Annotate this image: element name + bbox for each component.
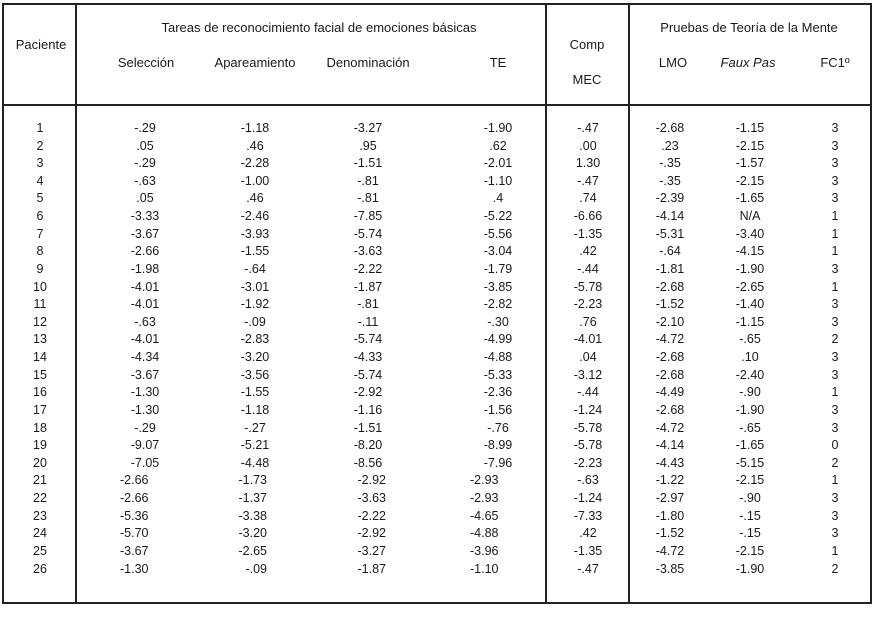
cell-patient: 20 [33, 455, 47, 470]
cell-faux-pas: -1.65 [735, 438, 765, 453]
cell-seleccion: -4.01 [130, 279, 160, 294]
cell-faux-pas: -2.65 [735, 279, 765, 294]
header-comp: Comp [569, 37, 605, 52]
cell-patient: 7 [36, 226, 44, 241]
cell-comp-mec: -.47 [577, 561, 599, 576]
header-lmo: LMO [658, 55, 688, 70]
cell-fc1: 3 [831, 420, 839, 435]
cell-te: -5.56 [483, 226, 513, 241]
cell-te: -1.10 [470, 561, 499, 576]
cell-comp-mec: .04 [579, 350, 597, 365]
table-row [0, 472, 880, 490]
cell-patient: 12 [33, 314, 47, 329]
cell-faux-pas: -1.90 [735, 561, 765, 576]
cell-denominacion: -.81 [357, 191, 379, 206]
cell-lmo: -4.72 [655, 420, 685, 435]
cell-denominacion: -3.63 [353, 244, 383, 259]
cell-lmo: -2.68 [655, 402, 685, 417]
cell-faux-pas: -1.40 [735, 297, 765, 312]
cell-patient: 1 [36, 121, 44, 135]
cell-lmo: -4.49 [655, 385, 685, 400]
cell-comp-mec: .74 [579, 191, 597, 206]
cell-denominacion: -.81 [357, 297, 379, 312]
cell-apareamiento: -3.93 [240, 226, 270, 241]
cell-comp-mec: -1.24 [573, 491, 603, 506]
cell-apareamiento: -1.00 [240, 173, 270, 188]
cell-denominacion: -3.27 [357, 543, 386, 558]
cell-faux-pas: -5.15 [735, 455, 765, 470]
cell-denominacion: -2.92 [357, 526, 386, 541]
table-row [0, 190, 880, 208]
header-fc1: FC1º [820, 55, 850, 70]
cell-seleccion: -5.36 [120, 508, 149, 523]
cell-seleccion: -2.66 [120, 491, 149, 506]
cell-seleccion: -3.67 [130, 226, 160, 241]
cell-comp-mec: -6.66 [573, 209, 603, 224]
cell-seleccion: .05 [136, 191, 154, 206]
cell-faux-pas: -1.90 [735, 261, 765, 276]
cell-te: -2.93 [470, 491, 499, 506]
cell-apareamiento: -3.38 [238, 508, 267, 523]
cell-fc1: 1 [831, 209, 839, 224]
cell-te: -4.65 [470, 508, 499, 523]
table-row [0, 561, 880, 579]
cell-comp-mec: -2.23 [573, 455, 603, 470]
cell-te: -1.10 [483, 173, 513, 188]
cell-faux-pas: -.90 [739, 385, 761, 400]
cell-lmo: -1.52 [655, 526, 685, 541]
cell-comp-mec: -5.78 [573, 438, 603, 453]
cell-faux-pas: -.90 [739, 491, 761, 506]
cell-faux-pas: -3.40 [735, 226, 765, 241]
cell-comp-mec: .76 [579, 314, 597, 329]
cell-lmo: -2.39 [655, 191, 685, 206]
cell-apareamiento: -1.18 [240, 121, 270, 135]
cell-denominacion: -8.56 [353, 455, 383, 470]
cell-fc1: 1 [831, 226, 839, 241]
cell-patient: 23 [33, 508, 47, 523]
cell-apareamiento: -1.37 [238, 491, 267, 506]
cell-comp-mec: -.47 [577, 173, 599, 188]
header-denominacion: Denominación [326, 55, 410, 70]
table-row [0, 402, 880, 420]
table-row [0, 437, 880, 455]
cell-lmo: -2.68 [655, 121, 685, 135]
cell-seleccion: -4.34 [130, 350, 160, 365]
cell-comp-mec: 1.30 [575, 156, 601, 171]
cell-patient: 9 [36, 261, 44, 276]
cell-te: -1.90 [483, 121, 513, 135]
cell-faux-pas: -2.15 [735, 138, 765, 153]
cell-lmo: -2.68 [655, 350, 685, 365]
cell-seleccion: -2.66 [130, 244, 160, 259]
cell-apareamiento: -.09 [244, 314, 266, 329]
cell-denominacion: -2.22 [357, 508, 386, 523]
cell-fc1: 3 [831, 191, 839, 206]
cell-seleccion: -4.01 [130, 297, 160, 312]
cell-fc1: 3 [831, 156, 839, 171]
cell-faux-pas: -1.57 [735, 156, 765, 171]
cell-denominacion: -.11 [357, 314, 379, 329]
cell-patient: 18 [33, 420, 47, 435]
cell-fc1: 3 [831, 508, 839, 523]
cell-apareamiento: .46 [246, 191, 264, 206]
cell-te: .4 [492, 191, 504, 206]
cell-apareamiento: -1.18 [240, 402, 270, 417]
cell-patient: 4 [36, 173, 44, 188]
cell-lmo: -2.68 [655, 279, 685, 294]
cell-te: -2.93 [470, 473, 499, 488]
table-row [0, 367, 880, 385]
cell-denominacion: -2.92 [353, 385, 383, 400]
header-seleccion: Selección [117, 55, 175, 70]
header-group-tom: Pruebas de Teoría de la Mente [660, 20, 838, 35]
cell-faux-pas: -.65 [739, 420, 761, 435]
table-row [0, 208, 880, 226]
cell-te: -5.33 [483, 367, 513, 382]
cell-fc1: 1 [831, 279, 839, 294]
cell-fc1: 2 [831, 332, 839, 347]
cell-apareamiento: -1.92 [240, 297, 270, 312]
cell-apareamiento: -3.56 [240, 367, 270, 382]
table-row [0, 384, 880, 402]
cell-denominacion: -5.74 [353, 367, 383, 382]
cell-apareamiento: -2.83 [240, 332, 270, 347]
cell-apareamiento: -5.21 [240, 438, 270, 453]
cell-lmo: -1.22 [655, 473, 685, 488]
cell-faux-pas: -.65 [739, 332, 761, 347]
cell-comp-mec: -1.24 [573, 402, 603, 417]
cell-denominacion: -4.33 [353, 350, 383, 365]
cell-seleccion: -1.30 [130, 402, 160, 417]
cell-patient: 21 [33, 473, 47, 488]
table-row [0, 525, 880, 543]
cell-te: -.30 [487, 314, 509, 329]
table-row [0, 261, 880, 279]
cell-patient: 8 [36, 244, 44, 259]
cell-patient: 2 [36, 138, 44, 153]
cell-te: -2.01 [483, 156, 513, 171]
cell-comp-mec: .42 [579, 244, 597, 259]
cell-lmo: -4.14 [655, 209, 685, 224]
cell-comp-mec: .00 [579, 138, 597, 153]
cell-seleccion: -1.30 [120, 561, 149, 576]
cell-lmo: -1.81 [655, 261, 685, 276]
cell-fc1: 1 [831, 473, 839, 488]
cell-seleccion: -3.67 [120, 543, 149, 558]
table-row [0, 155, 880, 173]
cell-denominacion: -7.85 [353, 209, 383, 224]
cell-apareamiento: -4.48 [240, 455, 270, 470]
cell-lmo: .23 [661, 138, 679, 153]
cell-comp-mec: -4.01 [573, 332, 603, 347]
cell-faux-pas: -.15 [739, 508, 761, 523]
cell-comp-mec: -3.12 [573, 367, 603, 382]
cell-comp-mec: -7.33 [573, 508, 603, 523]
cell-patient: 22 [33, 491, 47, 506]
table-row [0, 455, 880, 473]
cell-seleccion: -.29 [134, 156, 156, 171]
cell-patient: 17 [33, 402, 47, 417]
table-row [0, 420, 880, 438]
cell-comp-mec: -5.78 [573, 420, 603, 435]
table-row [0, 243, 880, 261]
cell-faux-pas: -4.15 [735, 244, 765, 259]
cell-seleccion: -2.66 [120, 473, 149, 488]
cell-apareamiento: -2.65 [238, 543, 267, 558]
cell-denominacion: -1.51 [353, 420, 383, 435]
cell-seleccion: -7.05 [130, 455, 160, 470]
cell-fc1: 3 [831, 261, 839, 276]
cell-denominacion: -2.92 [357, 473, 386, 488]
cell-fc1: 1 [831, 543, 839, 558]
header-divider [4, 104, 870, 106]
cell-patient: 11 [33, 297, 47, 312]
cell-fc1: 3 [831, 297, 839, 312]
cell-apareamiento: -2.28 [240, 156, 270, 171]
cell-patient: 24 [33, 526, 47, 541]
cell-faux-pas: -1.65 [735, 191, 765, 206]
cell-seleccion: -1.98 [130, 261, 160, 276]
cell-te: -1.56 [483, 402, 513, 417]
table-row [0, 508, 880, 526]
cell-fc1: 3 [831, 121, 839, 135]
cell-lmo: -2.97 [655, 491, 685, 506]
cell-te: -3.96 [470, 543, 499, 558]
cell-te: .62 [489, 138, 507, 153]
table-row [0, 314, 880, 332]
cell-fc1: 3 [831, 350, 839, 365]
cell-te: -3.85 [483, 279, 513, 294]
cell-patient: 10 [33, 279, 47, 294]
cell-faux-pas: -1.15 [735, 314, 765, 329]
cell-comp-mec: -.44 [577, 261, 599, 276]
cell-apareamiento: -1.55 [240, 385, 270, 400]
cell-denominacion: -5.74 [353, 226, 383, 241]
cell-faux-pas: .10 [741, 350, 759, 365]
cell-lmo: -.35 [659, 173, 681, 188]
cell-lmo: -3.85 [655, 561, 685, 576]
cell-lmo: -.64 [659, 244, 681, 259]
cell-fc1: 2 [831, 561, 839, 576]
cell-lmo: -4.72 [655, 332, 685, 347]
cell-comp-mec: -1.35 [573, 543, 603, 558]
cell-faux-pas: -.15 [739, 526, 761, 541]
cell-patient: 25 [33, 543, 47, 558]
cell-patient: 26 [33, 561, 47, 576]
cell-apareamiento: -.09 [245, 561, 267, 576]
cell-fc1: 3 [831, 138, 839, 153]
table-row [0, 120, 880, 138]
cell-faux-pas: -2.15 [735, 173, 765, 188]
cell-te: -4.88 [470, 526, 499, 541]
cell-denominacion: -1.87 [353, 279, 383, 294]
table-row [0, 331, 880, 349]
header-faux-pas: Faux Pas [720, 55, 776, 70]
cell-apareamiento: -.64 [244, 261, 266, 276]
cell-denominacion: -1.16 [353, 402, 383, 417]
cell-fc1: 3 [831, 314, 839, 329]
cell-te: -1.79 [483, 261, 513, 276]
cell-te: -2.36 [483, 385, 513, 400]
header-mec: MEC [572, 72, 602, 87]
cell-apareamiento: .46 [246, 138, 264, 153]
cell-lmo: -4.14 [655, 438, 685, 453]
cell-comp-mec: -.63 [577, 473, 599, 488]
table-row [0, 226, 880, 244]
cell-lmo: -2.10 [655, 314, 685, 329]
cell-comp-mec: -.44 [577, 385, 599, 400]
cell-comp-mec: .42 [579, 526, 597, 541]
cell-denominacion: -1.51 [353, 156, 383, 171]
cell-te: -.76 [487, 420, 509, 435]
cell-patient: 3 [36, 156, 44, 171]
cell-fc1: 3 [831, 173, 839, 188]
cell-fc1: 3 [831, 491, 839, 506]
cell-patient: 6 [36, 209, 44, 224]
cell-apareamiento: -2.46 [240, 209, 270, 224]
cell-seleccion: -.63 [134, 173, 156, 188]
header-apareamiento: Apareamiento [214, 55, 296, 70]
header-patient: Paciente [15, 37, 67, 52]
table-row [0, 138, 880, 156]
cell-comp-mec: -.47 [577, 121, 599, 135]
cell-seleccion: -5.70 [120, 526, 149, 541]
cell-seleccion: -1.30 [130, 385, 160, 400]
cell-seleccion: -9.07 [130, 438, 160, 453]
cell-te: -5.22 [483, 209, 513, 224]
cell-apareamiento: -1.55 [240, 244, 270, 259]
cell-fc1: 3 [831, 526, 839, 541]
cell-comp-mec: -5.78 [573, 279, 603, 294]
cell-apareamiento: -1.73 [238, 473, 267, 488]
cell-te: -8.99 [483, 438, 513, 453]
cell-fc1: 1 [831, 244, 839, 259]
cell-lmo: -4.43 [655, 455, 685, 470]
cell-denominacion: -3.27 [353, 121, 383, 135]
table-row [0, 349, 880, 367]
cell-patient: 13 [33, 332, 47, 347]
cell-faux-pas: -1.90 [735, 402, 765, 417]
cell-seleccion: -4.01 [130, 332, 160, 347]
cell-patient: 16 [33, 385, 47, 400]
table-row [0, 490, 880, 508]
cell-comp-mec: -2.23 [573, 297, 603, 312]
cell-denominacion: -2.22 [353, 261, 383, 276]
cell-te: -4.88 [483, 350, 513, 365]
cell-faux-pas: -2.15 [735, 473, 765, 488]
cell-fc1: 3 [831, 402, 839, 417]
cell-apareamiento: -.27 [244, 420, 266, 435]
cell-denominacion: .95 [359, 138, 377, 153]
table-row [0, 543, 880, 561]
cell-apareamiento: -3.01 [240, 279, 270, 294]
cell-seleccion: .05 [136, 138, 154, 153]
cell-lmo: -4.72 [655, 543, 685, 558]
cell-te: -3.04 [483, 244, 513, 259]
cell-seleccion: -3.33 [130, 209, 160, 224]
cell-fc1: 3 [831, 367, 839, 382]
cell-lmo: -1.52 [655, 297, 685, 312]
cell-fc1: 0 [831, 438, 839, 453]
cell-patient: 15 [33, 367, 47, 382]
cell-lmo: -1.80 [655, 508, 685, 523]
cell-te: -7.96 [483, 455, 513, 470]
cell-lmo: -.35 [659, 156, 681, 171]
cell-patient: 14 [33, 350, 47, 365]
cell-denominacion: -8.20 [353, 438, 383, 453]
cell-denominacion: -.81 [357, 173, 379, 188]
cell-lmo: -5.31 [655, 226, 685, 241]
table-row [0, 296, 880, 314]
cell-fc1: 2 [831, 455, 839, 470]
cell-seleccion: -3.67 [130, 367, 160, 382]
cell-patient: 19 [33, 438, 47, 453]
cell-te: -2.82 [483, 297, 513, 312]
cell-apareamiento: -3.20 [240, 350, 270, 365]
cell-denominacion: -3.63 [357, 491, 386, 506]
cell-seleccion: -.63 [134, 314, 156, 329]
cell-te: -4.99 [483, 332, 513, 347]
header-group-facial: Tareas de reconocimiento facial de emociones básicas [161, 20, 477, 35]
cell-lmo: -2.68 [655, 367, 685, 382]
cell-denominacion: -5.74 [353, 332, 383, 347]
cell-faux-pas: -1.15 [735, 121, 765, 135]
table-row [0, 173, 880, 191]
cell-faux-pas: -2.15 [735, 543, 765, 558]
cell-faux-pas: N/A [739, 209, 761, 224]
cell-seleccion: -.29 [134, 420, 156, 435]
cell-apareamiento: -3.20 [238, 526, 267, 541]
cell-patient: 5 [36, 191, 44, 206]
cell-comp-mec: -1.35 [573, 226, 603, 241]
cell-faux-pas: -2.40 [735, 367, 765, 382]
table-row [0, 279, 880, 297]
cell-seleccion: -.29 [134, 121, 156, 135]
cell-fc1: 1 [831, 385, 839, 400]
cell-denominacion: -1.87 [357, 561, 386, 576]
header-te: TE [489, 55, 507, 70]
